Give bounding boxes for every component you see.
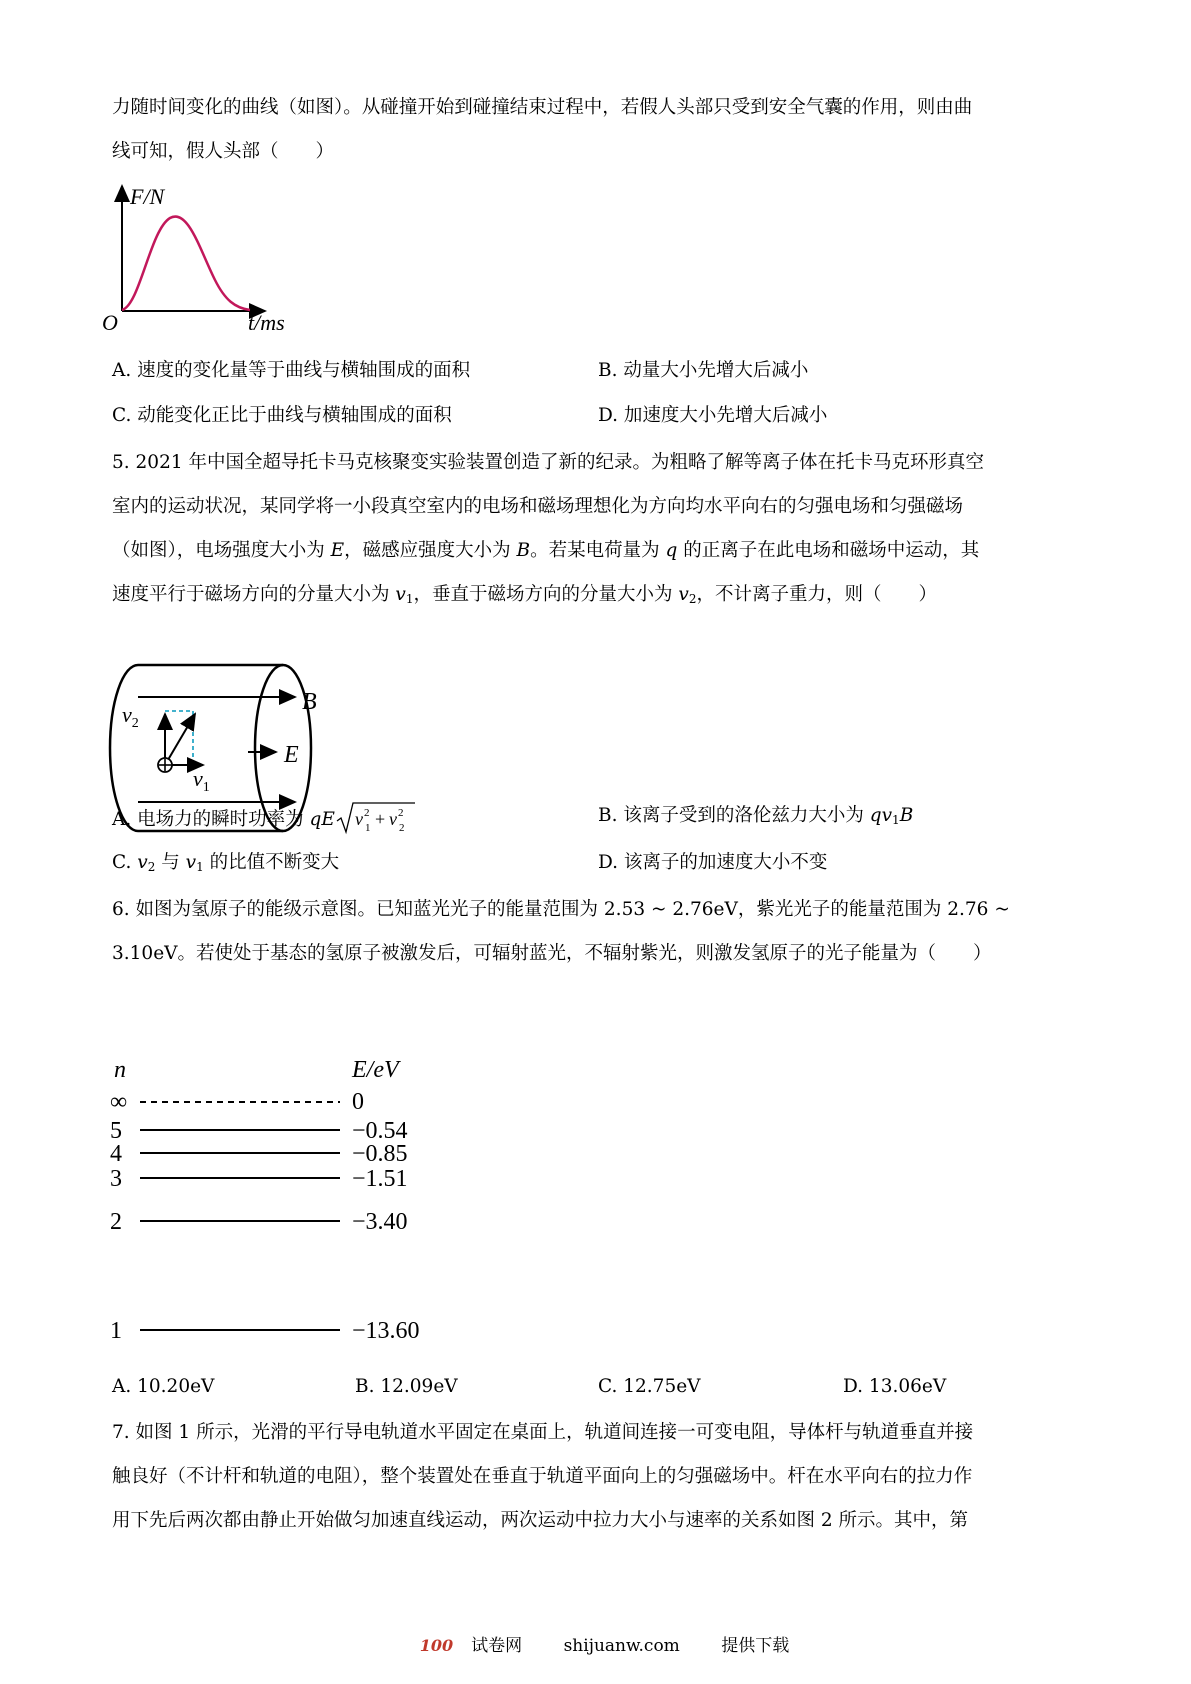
svg-text:−3.40: −3.40 <box>352 1209 408 1235</box>
q6-line-1: 6. 如图为氢原子的能级示意图。已知蓝光光子的能量范围为 2.53 ~ 2.76eV，紫光光子的能量范围为 2.76 ~ <box>112 899 1010 920</box>
q5-option-a[interactable]: A. 电场力的瞬时功率为 qE v 1 2 + v 2 2 <box>112 801 417 835</box>
footer-logo: 100 <box>419 1636 454 1655</box>
n-header: n <box>114 1057 126 1083</box>
svg-text:1: 1 <box>364 822 371 834</box>
svg-text:−0.54: −0.54 <box>352 1118 408 1144</box>
q5-option-c[interactable]: C. $v_2$ 与 $v_1$ 的比值不断变大 <box>112 852 340 874</box>
energy-level-diagram <box>100 1055 460 1355</box>
svg-text:0: 0 <box>352 1089 364 1115</box>
q4-line-1: 力随时间变化的曲线（如图）。从碰撞开始到碰撞结束过程中，若假人头部只受到安全气囊的作用，则由曲 <box>112 97 973 118</box>
footer-domain[interactable]: shijuanw.com <box>563 1636 680 1656</box>
svg-text:+: + <box>374 809 386 829</box>
level-inf <box>110 1089 364 1115</box>
footer-brand[interactable]: 100 试卷网 <box>419 1636 523 1656</box>
svg-text:−0.85: −0.85 <box>352 1141 408 1167</box>
e-header: E/eV <box>352 1057 399 1083</box>
level-2 <box>110 1209 408 1235</box>
level-4 <box>110 1141 408 1167</box>
svg-text:∞: ∞ <box>110 1089 128 1115</box>
origin-label: O <box>102 310 118 335</box>
q7-line-1: 7. 如图 1 所示，光滑的平行导电轨道水平固定在桌面上，轨道间连接一可变电阻，导体杆与轨道垂直并接 <box>112 1422 974 1443</box>
y-axis-label: F/N <box>130 184 165 209</box>
q6-line-2: 3.10eV。若使处于基态的氢原子被激发后，可辐射蓝光，不辐射紫光，则激发氢原子的光子能量为（ ） <box>112 943 992 964</box>
force-curve <box>122 216 250 310</box>
b-label: B <box>302 689 317 715</box>
v1-label: $v_1$ <box>193 766 210 795</box>
page-footer <box>0 1631 1191 1656</box>
svg-text:v: v <box>388 809 397 829</box>
q4-option-c[interactable]: C. 动能变化正比于曲线与横轴围成的面积 <box>112 405 452 426</box>
q5-line-3: （如图），电场强度大小为 E，磁感应强度大小为 B。若某电荷量为 q 的正离子在此电场和磁场中运动，其 <box>112 540 980 561</box>
q5-line-1: 5. 2021 年中国全超导托卡马克核聚变实验装置创造了新的纪录。为粗略了解等离子体在托卡马克环形真空 <box>112 452 984 473</box>
svg-text:1: 1 <box>110 1318 122 1344</box>
q4-option-a[interactable]: A. 速度的变化量等于曲线与横轴围成的面积 <box>112 360 471 381</box>
v2-label: $v_2$ <box>122 702 139 731</box>
svg-text:2: 2 <box>363 807 370 819</box>
svg-text:2: 2 <box>397 807 404 819</box>
footer-note: 提供下载 <box>721 1636 790 1656</box>
svg-text:3: 3 <box>110 1166 122 1192</box>
svg-text:−1.51: −1.51 <box>352 1166 408 1192</box>
svg-text:2: 2 <box>398 822 405 834</box>
q4-line-2: 线可知，假人头部（ ） <box>112 141 335 162</box>
level-1 <box>110 1318 420 1344</box>
sqrt-expression <box>335 801 417 835</box>
svg-text:4: 4 <box>110 1141 122 1167</box>
svg-text:−13.60: −13.60 <box>352 1318 420 1344</box>
q6-option-d[interactable]: D. 13.06eV <box>843 1376 947 1397</box>
q5-option-d[interactable]: D. 该离子的加速度大小不变 <box>598 852 828 873</box>
svg-text:5: 5 <box>110 1118 122 1144</box>
q6-option-a[interactable]: A. 10.20eV <box>112 1376 215 1397</box>
q6-option-b[interactable]: B. 12.09eV <box>355 1376 458 1397</box>
q4-option-d[interactable]: D. 加速度大小先增大后减小 <box>598 405 828 426</box>
force-time-graph <box>100 180 300 340</box>
q6-option-c[interactable]: C. 12.75eV <box>598 1376 701 1397</box>
q7-line-3: 用下先后两次都由静止开始做匀加速直线运动，两次运动中拉力大小与速率的关系如图 2 所示。其中，第 <box>112 1510 969 1531</box>
e-label: E <box>284 742 299 768</box>
q5-option-b[interactable]: B. 该离子受到的洛伦兹力大小为 $qv_1B$ <box>598 805 914 827</box>
q7-line-2: 触良好（不计杆和轨道的电阻），整个装置处在垂直于轨道平面向上的匀强磁场中。杆在水平向右的拉力作 <box>112 1466 973 1487</box>
svg-text:v: v <box>354 809 363 829</box>
q5-line-4: 速度平行于磁场方向的分量大小为 $v_1$，垂直于磁场方向的分量大小为 $v_2$，不计离子重力，则（ ） <box>112 584 937 606</box>
x-axis-label: t/ms <box>248 310 285 335</box>
q5-line-2: 室内的运动状况，某同学将一小段真空室内的电场和磁场理想化为方向均水平向右的匀强电场和匀强磁场 <box>112 496 964 517</box>
q4-option-b[interactable]: B. 动量大小先增大后减小 <box>598 360 809 381</box>
svg-text:2: 2 <box>110 1209 122 1235</box>
level-3 <box>110 1166 408 1192</box>
